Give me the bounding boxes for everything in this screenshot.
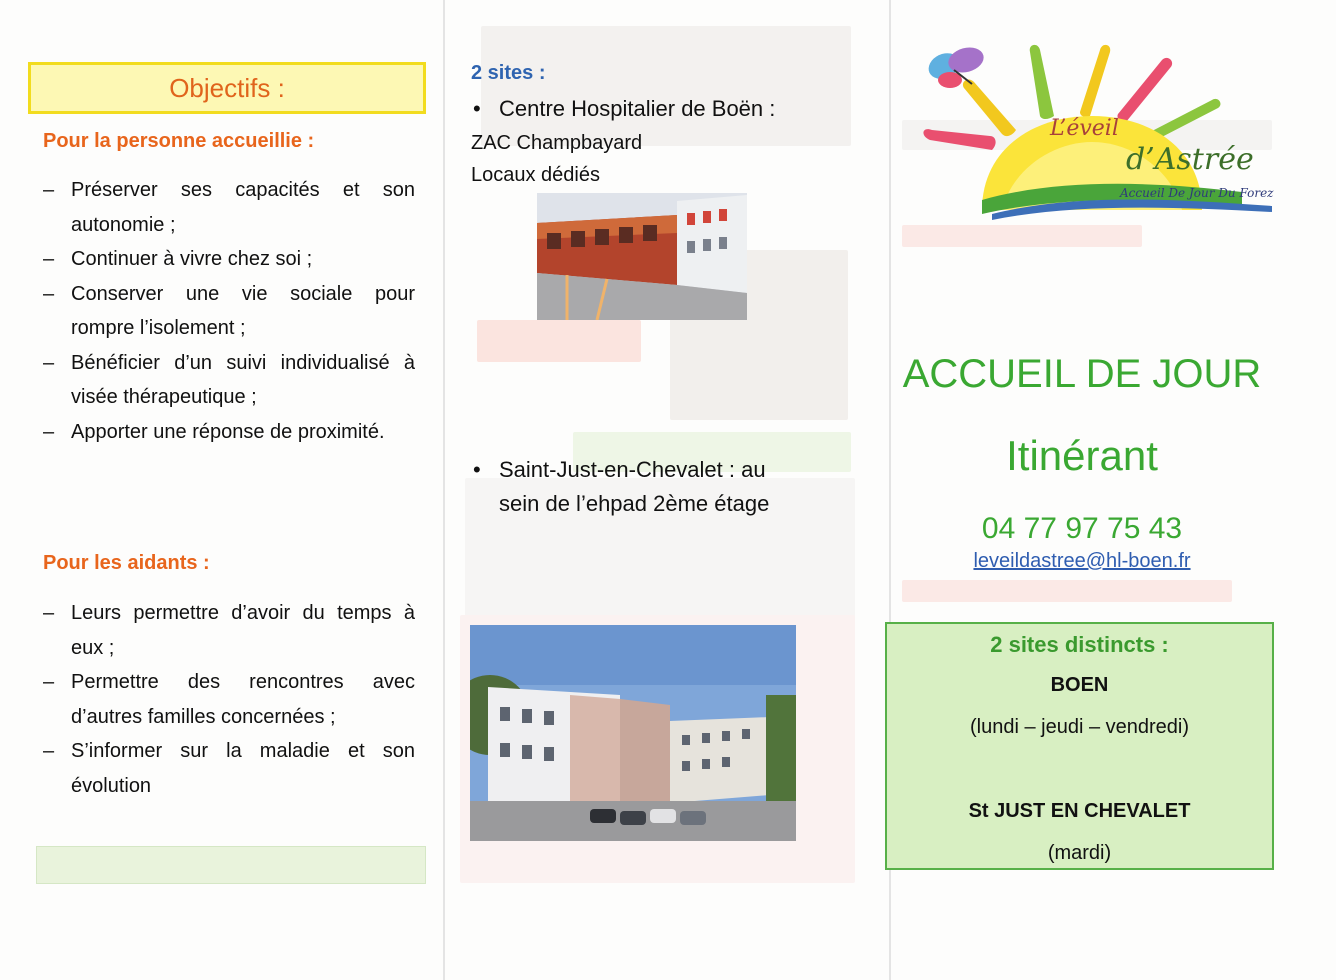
sites-distincts-title: 2 sites distincts : xyxy=(990,632,1169,657)
bleed-through-shape xyxy=(902,225,1142,247)
logo xyxy=(912,30,1292,220)
list-item: – S’informer sur la maladie et son évolution xyxy=(43,734,415,803)
cover-subtitle: Itinérant xyxy=(1006,432,1158,479)
site2-label: St JUST EN CHEVALET xyxy=(968,800,1191,822)
list-item: – Conserver une vie sociale pour rompre l’isolement ; xyxy=(43,277,415,346)
site2-name-line1: Saint-Just-en-Chevalet : au xyxy=(499,457,766,482)
cover-title: ACCUEIL DE JOUR xyxy=(902,352,1262,396)
objectifs-title: Objectifs : xyxy=(169,72,285,103)
email-link[interactable] xyxy=(892,550,1272,573)
bleed-through-shape xyxy=(902,580,1232,602)
site1-name-text: Centre Hospitalier de Boën : xyxy=(499,96,776,121)
site2-name xyxy=(473,453,770,521)
personne-list xyxy=(43,173,415,449)
bullet-icon: • xyxy=(473,96,481,121)
decorative-green-bar xyxy=(36,846,426,884)
aidants-list xyxy=(43,596,415,803)
logo-line2: d’Astrée xyxy=(1126,142,1254,177)
site2-name-line2: sein de l’ehpad 2ème étage xyxy=(499,491,770,516)
personne-heading: Pour la personne accueillie : xyxy=(43,130,315,152)
site1-days: (lundi – jeudi – vendredi) xyxy=(969,716,1190,738)
logo-line1: L’éveil xyxy=(1050,116,1119,141)
phone-number: 04 77 97 75 43 xyxy=(981,512,1183,545)
list-item: – Continuer à vivre chez soi ; xyxy=(43,242,415,277)
site1-address: ZAC Champbayard xyxy=(471,132,643,154)
bullet-icon: • xyxy=(473,457,481,482)
list-item: – Bénéficier d’un suivi individualisé à visée thérapeutique ; xyxy=(43,346,415,415)
bleed-through-shape xyxy=(477,320,641,362)
list-item: – Permettre des rencontres avec d’autres familles concernées ; xyxy=(43,665,415,734)
site2-days: (mardi) xyxy=(1047,842,1112,864)
panel-objectifs xyxy=(0,0,445,980)
logo-tagline: Accueil De Jour Du Forez xyxy=(1120,186,1274,200)
list-item: – Apporter une réponse de proximité. xyxy=(43,415,415,450)
sites-heading: 2 sites : xyxy=(471,62,546,84)
objectifs-title-box xyxy=(28,62,426,114)
saint-just-ehpad-photo xyxy=(470,625,796,841)
boen-hospital-photo xyxy=(537,193,747,320)
list-item: – Préserver ses capacités et son autonomie ; xyxy=(43,173,415,242)
aidants-heading: Pour les aidants : xyxy=(43,552,210,574)
panel-sites xyxy=(445,0,892,980)
site1-name xyxy=(473,92,776,126)
site1-label: BOEN xyxy=(1050,674,1109,696)
list-item: – Leurs permettre d’avoir du temps à eux ; xyxy=(43,596,415,665)
email-text[interactable]: leveildastree@hl-boen.fr xyxy=(973,550,1191,572)
sites-distincts-box xyxy=(885,622,1274,870)
site1-detail: Locaux dédiés xyxy=(471,164,600,186)
